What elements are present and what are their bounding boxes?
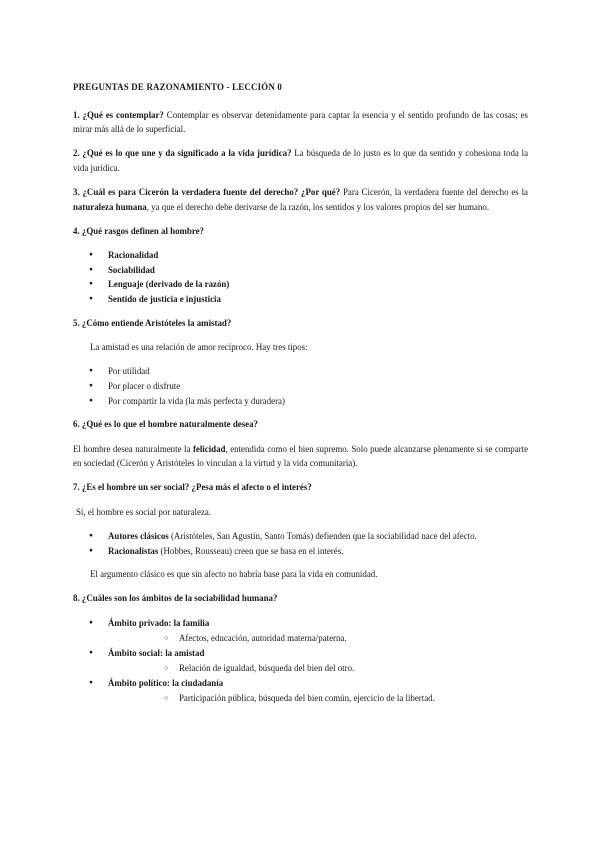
question-3: 3. ¿Cuál es para Cicerón la verdadera fuente del derecho? ¿Por qué? Para Cicerón, la verdadera fuente del derecho es la naturaleza humana, ya que el derecho debe derivarse de la razón, los sentidos y los valores propios del ser humano. bbox=[73, 186, 528, 212]
question-8-title: 8. ¿Cuáles son los ámbitos de la sociabilidad humana? bbox=[73, 593, 278, 604]
question-7-intro: Sí, el hombre es social por naturaleza. bbox=[76, 506, 212, 517]
question-7: 7. ¿Es el hombre un ser social? ¿Pesa más el afecto o el interés? bbox=[73, 482, 312, 493]
rasgos-list bbox=[73, 248, 528, 306]
sociabilidad-list bbox=[73, 529, 528, 558]
sub-list bbox=[108, 691, 528, 706]
list-item: ● Racionalidad bbox=[73, 248, 528, 263]
list-item: ● Sociabilidad bbox=[73, 263, 528, 278]
list-item: ● Ámbito político: la ciudadanía ○ Participación pública, búsqueda del bien común, ejercicio de la libertad. bbox=[73, 676, 528, 705]
question-6-answer: El hombre desea naturalmente la felicidad, entendida como el bien supremo. Solo puede alcanzarse plenamente si se comparte en sociedad (Cicerón y Aristóteles lo vinculan a la virtud y la vida comunitaria). bbox=[73, 443, 529, 469]
list-item: ● Ámbito privado: la familia ○ Afectos, educación, autoridad materna/paterna. bbox=[73, 616, 528, 645]
question-1: 1. ¿Qué es contemplar? Contemplar es observar detenidamente para captar la esencia y el sentido profundo de las cosas; es mirar más allá de lo superficial. bbox=[73, 109, 528, 135]
list-item: ● Por utilidad bbox=[73, 364, 528, 379]
list-item: ● Racionalistas (Hobbes, Rousseau) creen que se basa en el interés. bbox=[73, 544, 528, 559]
list-item: ● Por placer o disfrute bbox=[73, 379, 528, 394]
question-5-intro: La amistad es una relación de amor recíproco. Hay tres tipos: bbox=[90, 342, 308, 353]
amistad-list bbox=[73, 364, 528, 408]
list-item: ● Autores clásicos (Aristóteles, San Agustín, Santo Tomás) defienden que la sociabilidad nace del afecto. bbox=[73, 529, 528, 544]
list-item: ● Ámbito social: la amistad ○ Relación de igualdad, búsqueda del bien del otro. bbox=[73, 646, 528, 675]
sub-list-item: ○ Relación de igualdad, búsqueda del bien del otro. bbox=[144, 661, 564, 676]
document-body bbox=[73, 80, 528, 715]
question-6: 6. ¿Qué es lo que el hombre naturalmente desea? bbox=[73, 419, 258, 430]
list-item: ● Por compartir la vida (la más perfecta y duradera) bbox=[73, 394, 528, 409]
sub-list bbox=[108, 631, 528, 646]
question-4: 4. ¿Qué rasgos definen al hombre? bbox=[73, 225, 204, 236]
ambitos-list bbox=[73, 616, 528, 706]
question-5: 5. ¿Cómo entiende Aristóteles la amistad? bbox=[73, 317, 232, 328]
question-7-conclusion: El argumento clásico es que sin afecto no habría base para la vida en comunidad. bbox=[90, 569, 378, 580]
sub-list-item: ○ Afectos, educación, autoridad materna/paterna. bbox=[144, 631, 564, 646]
document-title: PREGUNTAS DE RAZONAMIENTO - LECCIÓN 0 bbox=[73, 82, 282, 92]
question-2: 2. ¿Qué es lo que une y da significado a la vida jurídica? La búsqueda de lo justo es lo que da sentido y cohesiona toda la vida jurídica. bbox=[73, 148, 529, 173]
list-item: ● Lenguaje (derivado de la razón) bbox=[73, 277, 528, 292]
sub-list bbox=[108, 661, 528, 676]
list-item: ● Sentido de justicia e injusticia bbox=[73, 292, 528, 307]
sub-list-item: ○ Participación pública, búsqueda del bien común, ejercicio de la libertad. bbox=[144, 691, 564, 706]
question-8 bbox=[73, 591, 528, 705]
